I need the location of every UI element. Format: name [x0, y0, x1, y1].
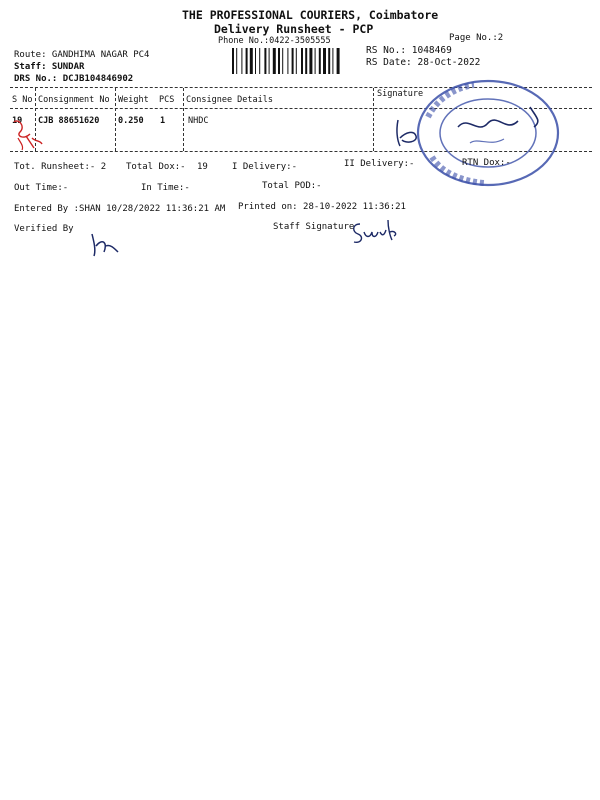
printed-on: Printed on: 28-10-2022 11:36:21: [238, 202, 406, 212]
out-time: Out Time:-: [14, 183, 69, 193]
drs-number: DRS No.: DCJB104846902: [14, 74, 134, 84]
total-dox-label: Total Dox:-: [126, 162, 186, 172]
in-time: In Time:-: [141, 183, 190, 193]
row-weight: 0.250: [118, 116, 144, 126]
page-number: Page No.:2: [449, 33, 504, 43]
row-pcs: 1: [160, 116, 166, 126]
column-divider: [373, 88, 374, 151]
row-consignment: CJB 88651620: [38, 116, 100, 126]
verifier-signature: [88, 232, 122, 258]
route-label: Route: GANDHIMA NAGAR PC4: [14, 50, 150, 60]
staff-label: Staff: SUNDAR: [14, 62, 85, 72]
verified-by: Verified By: [14, 224, 74, 234]
total-runsheet: Tot. Runsheet:- 2: [14, 162, 107, 172]
row-consignee: NHDC: [188, 116, 209, 126]
total-pod: Total POD:-: [262, 181, 322, 191]
first-delivery: I Delivery:-: [232, 162, 298, 172]
second-delivery: II Delivery:-: [344, 159, 415, 169]
staff-signature-label: Staff Signature: [273, 222, 355, 232]
return-dox: RTN Dox:-: [462, 158, 511, 168]
column-header-signature: Signature: [377, 89, 424, 99]
column-header-sno: S No: [12, 95, 33, 105]
staff-signature: [350, 218, 400, 248]
column-header-consignment: Consignment No: [38, 95, 110, 105]
column-divider: [115, 88, 116, 151]
rs-date: RS Date: 28-Oct-2022: [366, 57, 481, 68]
rs-number: RS No.: 1048469: [366, 45, 452, 56]
column-divider: [183, 88, 184, 151]
column-header-weight: Weight: [118, 95, 149, 105]
row-sno: 19: [12, 116, 23, 126]
column-header-consignee: Consignee Details: [186, 95, 273, 105]
page-subtitle: Delivery Runsheet - PCP: [214, 22, 374, 36]
total-dox-value: 19: [197, 162, 208, 172]
barcode-icon: [232, 48, 358, 74]
page-title: THE PROFESSIONAL COURIERS, Coimbatore: [182, 8, 439, 22]
column-header-pcs: PCS: [159, 95, 175, 105]
phone-number: Phone No.:0422-3505555: [218, 36, 331, 46]
entered-by: Entered By :SHAN 10/28/2022 11:36:21 AM: [14, 204, 226, 214]
red-handwritten-mark: [6, 112, 48, 154]
company-stamp-icon: [414, 77, 562, 189]
